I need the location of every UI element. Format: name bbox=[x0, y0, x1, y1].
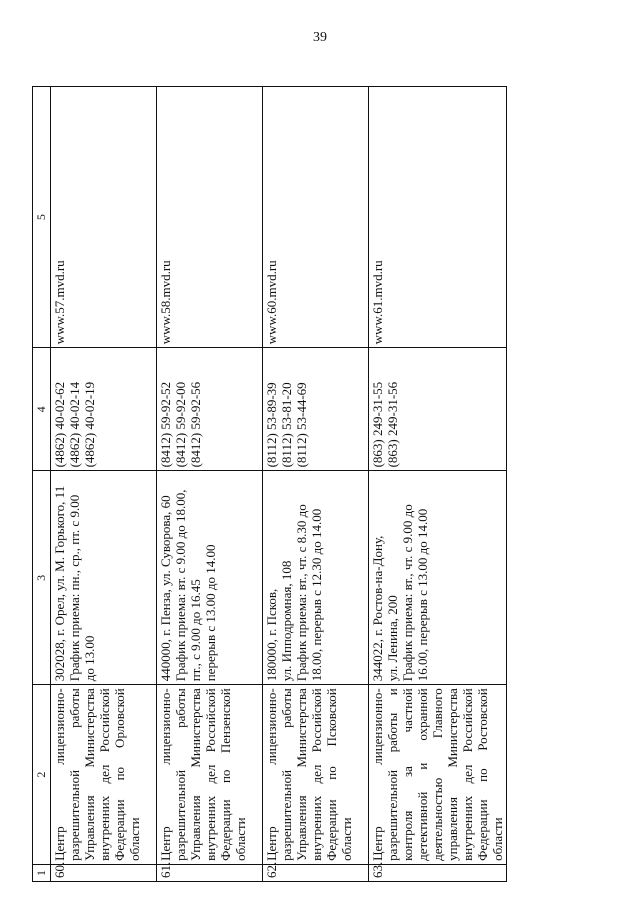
row-number: 61. bbox=[157, 864, 263, 881]
address-line: перерыв с 13.00 до 14.00 bbox=[203, 544, 218, 682]
address-line: 302028, г. Орел, ул. М. Горького, 11 bbox=[52, 485, 67, 682]
phone-number: (4862) 40-02-14 bbox=[67, 381, 82, 468]
address-line: ул. Ленина, 200 bbox=[385, 595, 400, 682]
phone-number: (863) 249-31-56 bbox=[385, 381, 400, 468]
phone-number: (8412) 59-92-52 bbox=[158, 381, 173, 468]
phones-cell bbox=[369, 348, 507, 471]
header-cell: 3 bbox=[33, 471, 51, 685]
phones-cell bbox=[51, 348, 157, 471]
address-cell bbox=[157, 471, 263, 685]
header-row bbox=[33, 87, 51, 882]
organization-cell bbox=[263, 685, 369, 865]
table-row bbox=[51, 87, 157, 882]
phone-number: (863) 249-31-55 bbox=[370, 381, 385, 468]
organization-name-end: области bbox=[339, 817, 354, 861]
organization-name: Центр лицензионно-разрешительной работы Управления Министерства внутренних дел Российской Федерации по Псковской bbox=[264, 688, 339, 861]
phone-number: (4862) 40-02-62 bbox=[52, 381, 67, 468]
phone-number: (8112) 53-81-20 bbox=[279, 382, 294, 468]
organization-cell bbox=[369, 685, 507, 865]
website-cell bbox=[263, 87, 369, 348]
address-line: 16.00, перерыв с 13.00 до 14.00 bbox=[415, 508, 430, 682]
licensing-centers-table bbox=[32, 86, 507, 882]
row-number: 62. bbox=[263, 864, 369, 881]
organization-name-end: области bbox=[127, 817, 142, 861]
header-cell: 1 bbox=[33, 864, 51, 881]
website: www.58.mvd.ru bbox=[158, 260, 173, 345]
header-cell: 2 bbox=[33, 685, 51, 865]
phones-cell bbox=[263, 348, 369, 471]
table-row bbox=[157, 87, 263, 882]
phone-number: (8112) 53-44-69 bbox=[294, 382, 309, 468]
address-line: График приема: вт. с 9.00 до 18.00, bbox=[173, 489, 188, 682]
website: www.61.mvd.ru bbox=[370, 260, 385, 345]
phone-number: (8412) 59-92-00 bbox=[173, 381, 188, 468]
phone-number: (8112) 53-89-39 bbox=[264, 382, 279, 468]
address-cell bbox=[51, 471, 157, 685]
organization-cell bbox=[51, 685, 157, 865]
website-cell bbox=[51, 87, 157, 348]
row-number: 60. bbox=[51, 864, 157, 881]
address-line: 440000, г. Пенза, ул. Суворова, 60 bbox=[158, 495, 173, 682]
address-line: График приема: пн., ср., пт. с 9.00 bbox=[67, 494, 82, 682]
address-cell bbox=[369, 471, 507, 685]
header-cell: 4 bbox=[33, 348, 51, 471]
organization-name: Центр лицензионно-разрешительной работы и контроля за частной детективной и охранной деятельностью Главного управления Министерства внутренних дел Российской Федерации по Ростовской bbox=[370, 688, 490, 861]
website: www.60.mvd.ru bbox=[264, 260, 279, 345]
address-line: до 13.00 bbox=[82, 635, 97, 682]
rotated-table-container bbox=[32, 86, 505, 882]
phone-number: (4862) 40-02-19 bbox=[82, 381, 97, 468]
row-number: 63. bbox=[369, 864, 507, 881]
organization-name: Центр лицензионно-разрешительной работы Управления Министерства внутренних дел Российской Федерации по Пензенской bbox=[158, 688, 233, 861]
website: www.57.mvd.ru bbox=[52, 260, 67, 345]
page-number: 39 bbox=[313, 30, 327, 45]
organization-name: Центр лицензионно-разрешительной работы Управления Министерства внутренних дел Российской Федерации по Орловской bbox=[52, 688, 127, 861]
address-line: 344022, г. Ростов-на-Дону, bbox=[370, 535, 385, 682]
address-line: 180000, г. Псков, bbox=[264, 588, 279, 682]
address-line: пт., с 9.00 до 16.45 bbox=[188, 579, 203, 682]
header-cell: 5 bbox=[33, 87, 51, 348]
address-cell bbox=[263, 471, 369, 685]
address-line: График приема: вт., чт. с 9.00 до bbox=[400, 504, 415, 682]
address-line: ул. Ипподромная, 108 bbox=[279, 560, 294, 682]
table-row bbox=[369, 87, 507, 882]
website-cell bbox=[369, 87, 507, 348]
organization-name-end: области bbox=[490, 817, 505, 861]
address-line: График приема: вт., чт. с 8.30 до bbox=[294, 504, 309, 682]
organization-name-end: области bbox=[233, 817, 248, 861]
website-cell bbox=[157, 87, 263, 348]
phones-cell bbox=[157, 348, 263, 471]
organization-cell bbox=[157, 685, 263, 865]
phone-number: (8412) 59-92-56 bbox=[188, 381, 203, 468]
table-row bbox=[263, 87, 369, 882]
address-line: 18.00, перерыв с 12.30 до 14.00 bbox=[309, 508, 324, 682]
